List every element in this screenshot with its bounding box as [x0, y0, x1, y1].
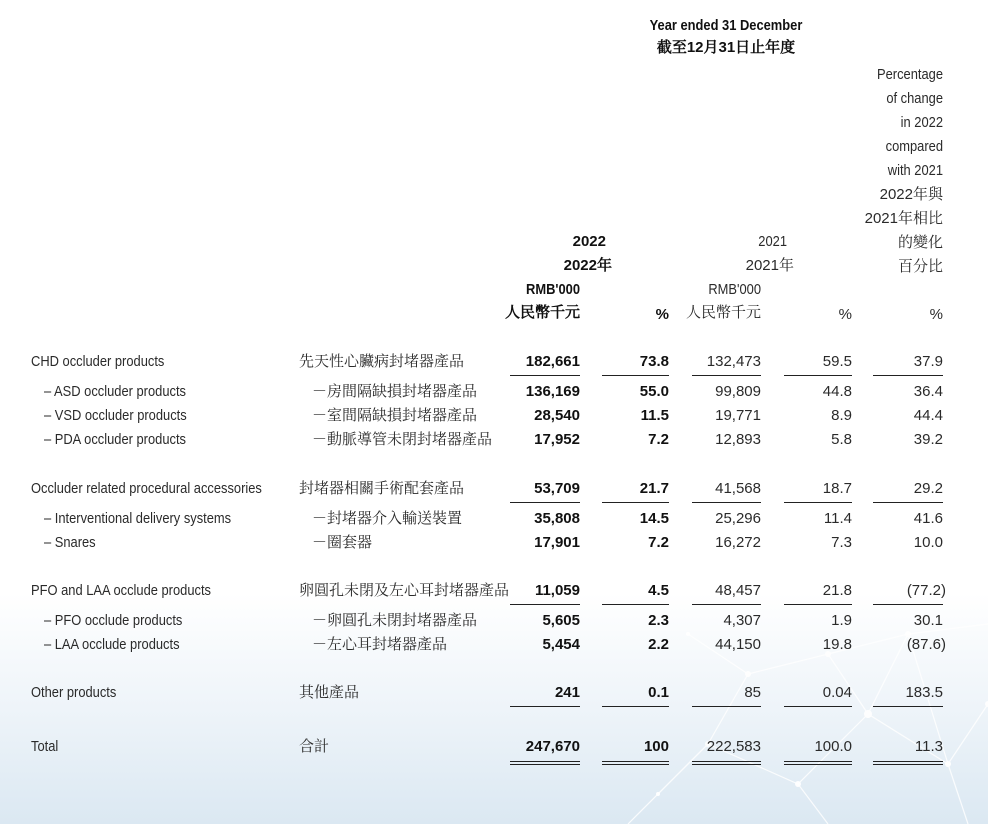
pct-change-line: Percentage	[877, 66, 943, 83]
pct-2021: 7.3	[831, 534, 852, 551]
year-ended-zh: 截至12月31日止年度	[656, 39, 796, 56]
value-2022: 17,952	[534, 431, 580, 448]
pct-2021: 0.04	[822, 684, 852, 701]
underline	[784, 706, 852, 707]
change-pct: 183.5	[905, 684, 943, 701]
pct-2022: 11.5	[640, 407, 669, 424]
row-label-zh: －室間隔缺損封堵器產品	[312, 407, 478, 424]
pct-change-line: 2021年相比	[864, 210, 943, 227]
underline	[873, 604, 943, 605]
underline	[784, 375, 852, 376]
col-2022-unit: RMB'000	[526, 281, 580, 298]
pct-2021: 18.7	[822, 480, 852, 497]
row-label-en: Other products	[31, 684, 117, 701]
pct-2022: 7.2	[648, 534, 669, 551]
pct-2022: 14.5	[639, 510, 669, 527]
pct-2021: 19.8	[822, 636, 852, 653]
change-pct: 10.0	[913, 534, 943, 551]
pct-2022: 2.3	[648, 612, 669, 629]
underline	[873, 375, 943, 376]
col-2021-pct: %	[838, 306, 852, 323]
underline	[692, 604, 761, 605]
pct-2021: 59.5	[822, 353, 852, 370]
pct-2021: 1.9	[831, 612, 852, 629]
double-underline	[784, 761, 852, 762]
pct-2021: 100.0	[814, 738, 852, 755]
double-underline	[602, 761, 669, 762]
col-change-pct: %	[929, 306, 943, 323]
change-pct: 36.4	[913, 383, 943, 400]
year-ended-en: Year ended 31 December	[649, 17, 803, 34]
value-2021: 16,272	[715, 534, 761, 551]
value-2022: 247,670	[525, 738, 580, 755]
row-label-zh: －房間隔缺損封堵器產品	[312, 383, 478, 400]
pct-2022: 4.5	[648, 582, 669, 599]
double-underline	[692, 761, 761, 762]
change-pct: 37.9	[913, 353, 943, 370]
change-pct: 11.3	[914, 738, 943, 755]
pct-2022: 55.0	[639, 383, 669, 400]
pct-2022: 100	[643, 738, 669, 755]
pct-change-header	[840, 63, 943, 279]
col-2022-year-zh: 2022年	[563, 257, 612, 274]
pct-change-line: 的變化	[897, 234, 943, 251]
underline	[784, 604, 852, 605]
pct-2021: 5.8	[831, 431, 852, 448]
value-2021: 41,568	[715, 480, 761, 497]
underline	[510, 375, 580, 376]
pct-change-line: compared	[885, 138, 943, 155]
row-label-en: – VSD occluder products	[44, 407, 187, 424]
change-pct: (77.2)	[906, 582, 946, 599]
pct-2021: 21.8	[822, 582, 852, 599]
pct-change-line: in 2022	[900, 114, 943, 131]
double-underline	[510, 761, 580, 762]
row-label-en: – Snares	[44, 534, 96, 551]
value-2022: 35,808	[534, 510, 580, 527]
underline	[510, 706, 580, 707]
value-2022: 28,540	[534, 407, 580, 424]
value-2021: 25,296	[715, 510, 761, 527]
pct-2022: 7.2	[648, 431, 669, 448]
row-label-zh: 合計	[299, 738, 330, 755]
row-label-zh: －卵圓孔未閉封堵器產品	[312, 612, 478, 629]
row-label-en: CHD occluder products	[31, 353, 165, 370]
col-2022-year: 2022	[572, 233, 606, 250]
underline	[692, 502, 761, 503]
col-2021-unit-zh: 人民幣千元	[685, 304, 761, 321]
value-2021: 99,809	[715, 383, 761, 400]
change-pct: 30.1	[913, 612, 943, 629]
row-label-zh: 其他產品	[299, 684, 360, 701]
underline	[602, 604, 669, 605]
underline	[602, 502, 669, 503]
row-label-zh: 先天性心臟病封堵器產品	[299, 353, 465, 370]
underline	[873, 706, 943, 707]
col-2022-unit-zh: 人民幣千元	[504, 304, 580, 321]
underline	[873, 502, 943, 503]
pct-2022: 21.7	[639, 480, 669, 497]
change-pct: 41.6	[913, 510, 943, 527]
row-label-zh: 封堵器相關手術配套產品	[299, 480, 465, 497]
col-2021-year: 2021	[758, 233, 787, 250]
value-2021: 132,473	[706, 353, 761, 370]
value-2021: 12,893	[715, 431, 761, 448]
row-label-zh: －動脈導管未閉封堵器產品	[312, 431, 493, 448]
underline	[602, 706, 669, 707]
row-label-en: – LAA occlude products	[44, 636, 180, 653]
col-2021-year-zh: 2021年	[745, 257, 794, 274]
underline	[692, 375, 761, 376]
value-2021: 19,771	[715, 407, 761, 424]
value-2021: 48,457	[715, 582, 761, 599]
change-pct: 29.2	[913, 480, 943, 497]
pct-2021: 8.9	[831, 407, 852, 424]
value-2022: 11,059	[534, 582, 580, 599]
row-label-en: Occluder related procedural accessories	[31, 480, 262, 497]
row-label-zh: －封堵器介入輸送裝置	[312, 510, 463, 527]
col-2022-pct: %	[655, 306, 669, 323]
row-label-zh: －左心耳封堵器產品	[312, 636, 448, 653]
value-2022: 53,709	[534, 480, 580, 497]
value-2021: 85	[744, 684, 761, 701]
pct-change-line: 2022年與	[879, 186, 943, 203]
row-label-zh: －圈套器	[312, 534, 373, 551]
value-2022: 5,605	[542, 612, 580, 629]
pct-change-line: 百分比	[897, 258, 943, 275]
row-label-en: – Interventional delivery systems	[44, 510, 232, 527]
underline	[602, 375, 669, 376]
row-label-en: – PDA occluder products	[44, 431, 186, 448]
value-2021: 222,583	[706, 738, 761, 755]
pct-2022: 73.8	[639, 353, 669, 370]
row-label-zh: 卵圓孔未閉及左心耳封堵器產品	[299, 582, 510, 599]
underline	[784, 502, 852, 503]
pct-2021: 44.8	[822, 383, 852, 400]
pct-2022: 2.2	[648, 636, 669, 653]
value-2021: 4,307	[723, 612, 761, 629]
double-underline	[873, 761, 943, 762]
pct-change-line: with 2021	[887, 162, 943, 179]
underline	[510, 502, 580, 503]
row-label-en: – ASD occluder products	[44, 383, 186, 400]
underline	[510, 604, 580, 605]
change-pct: 44.4	[913, 407, 943, 424]
value-2022: 241	[554, 684, 580, 701]
pct-2022: 0.1	[648, 684, 669, 701]
value-2021: 44,150	[715, 636, 761, 653]
value-2022: 136,169	[525, 383, 580, 400]
pct-2021: 11.4	[823, 510, 852, 527]
row-label-en: PFO and LAA occlude products	[31, 582, 211, 599]
pct-change-line: of change	[886, 90, 943, 107]
value-2022: 5,454	[542, 636, 580, 653]
col-2021-unit: RMB'000	[708, 281, 761, 298]
change-pct: 39.2	[913, 431, 943, 448]
row-label-en: Total	[31, 738, 59, 755]
change-pct: (87.6)	[906, 636, 946, 653]
value-2022: 17,901	[534, 534, 580, 551]
underline	[692, 706, 761, 707]
row-label-en: – PFO occlude products	[44, 612, 183, 629]
value-2022: 182,661	[525, 353, 580, 370]
